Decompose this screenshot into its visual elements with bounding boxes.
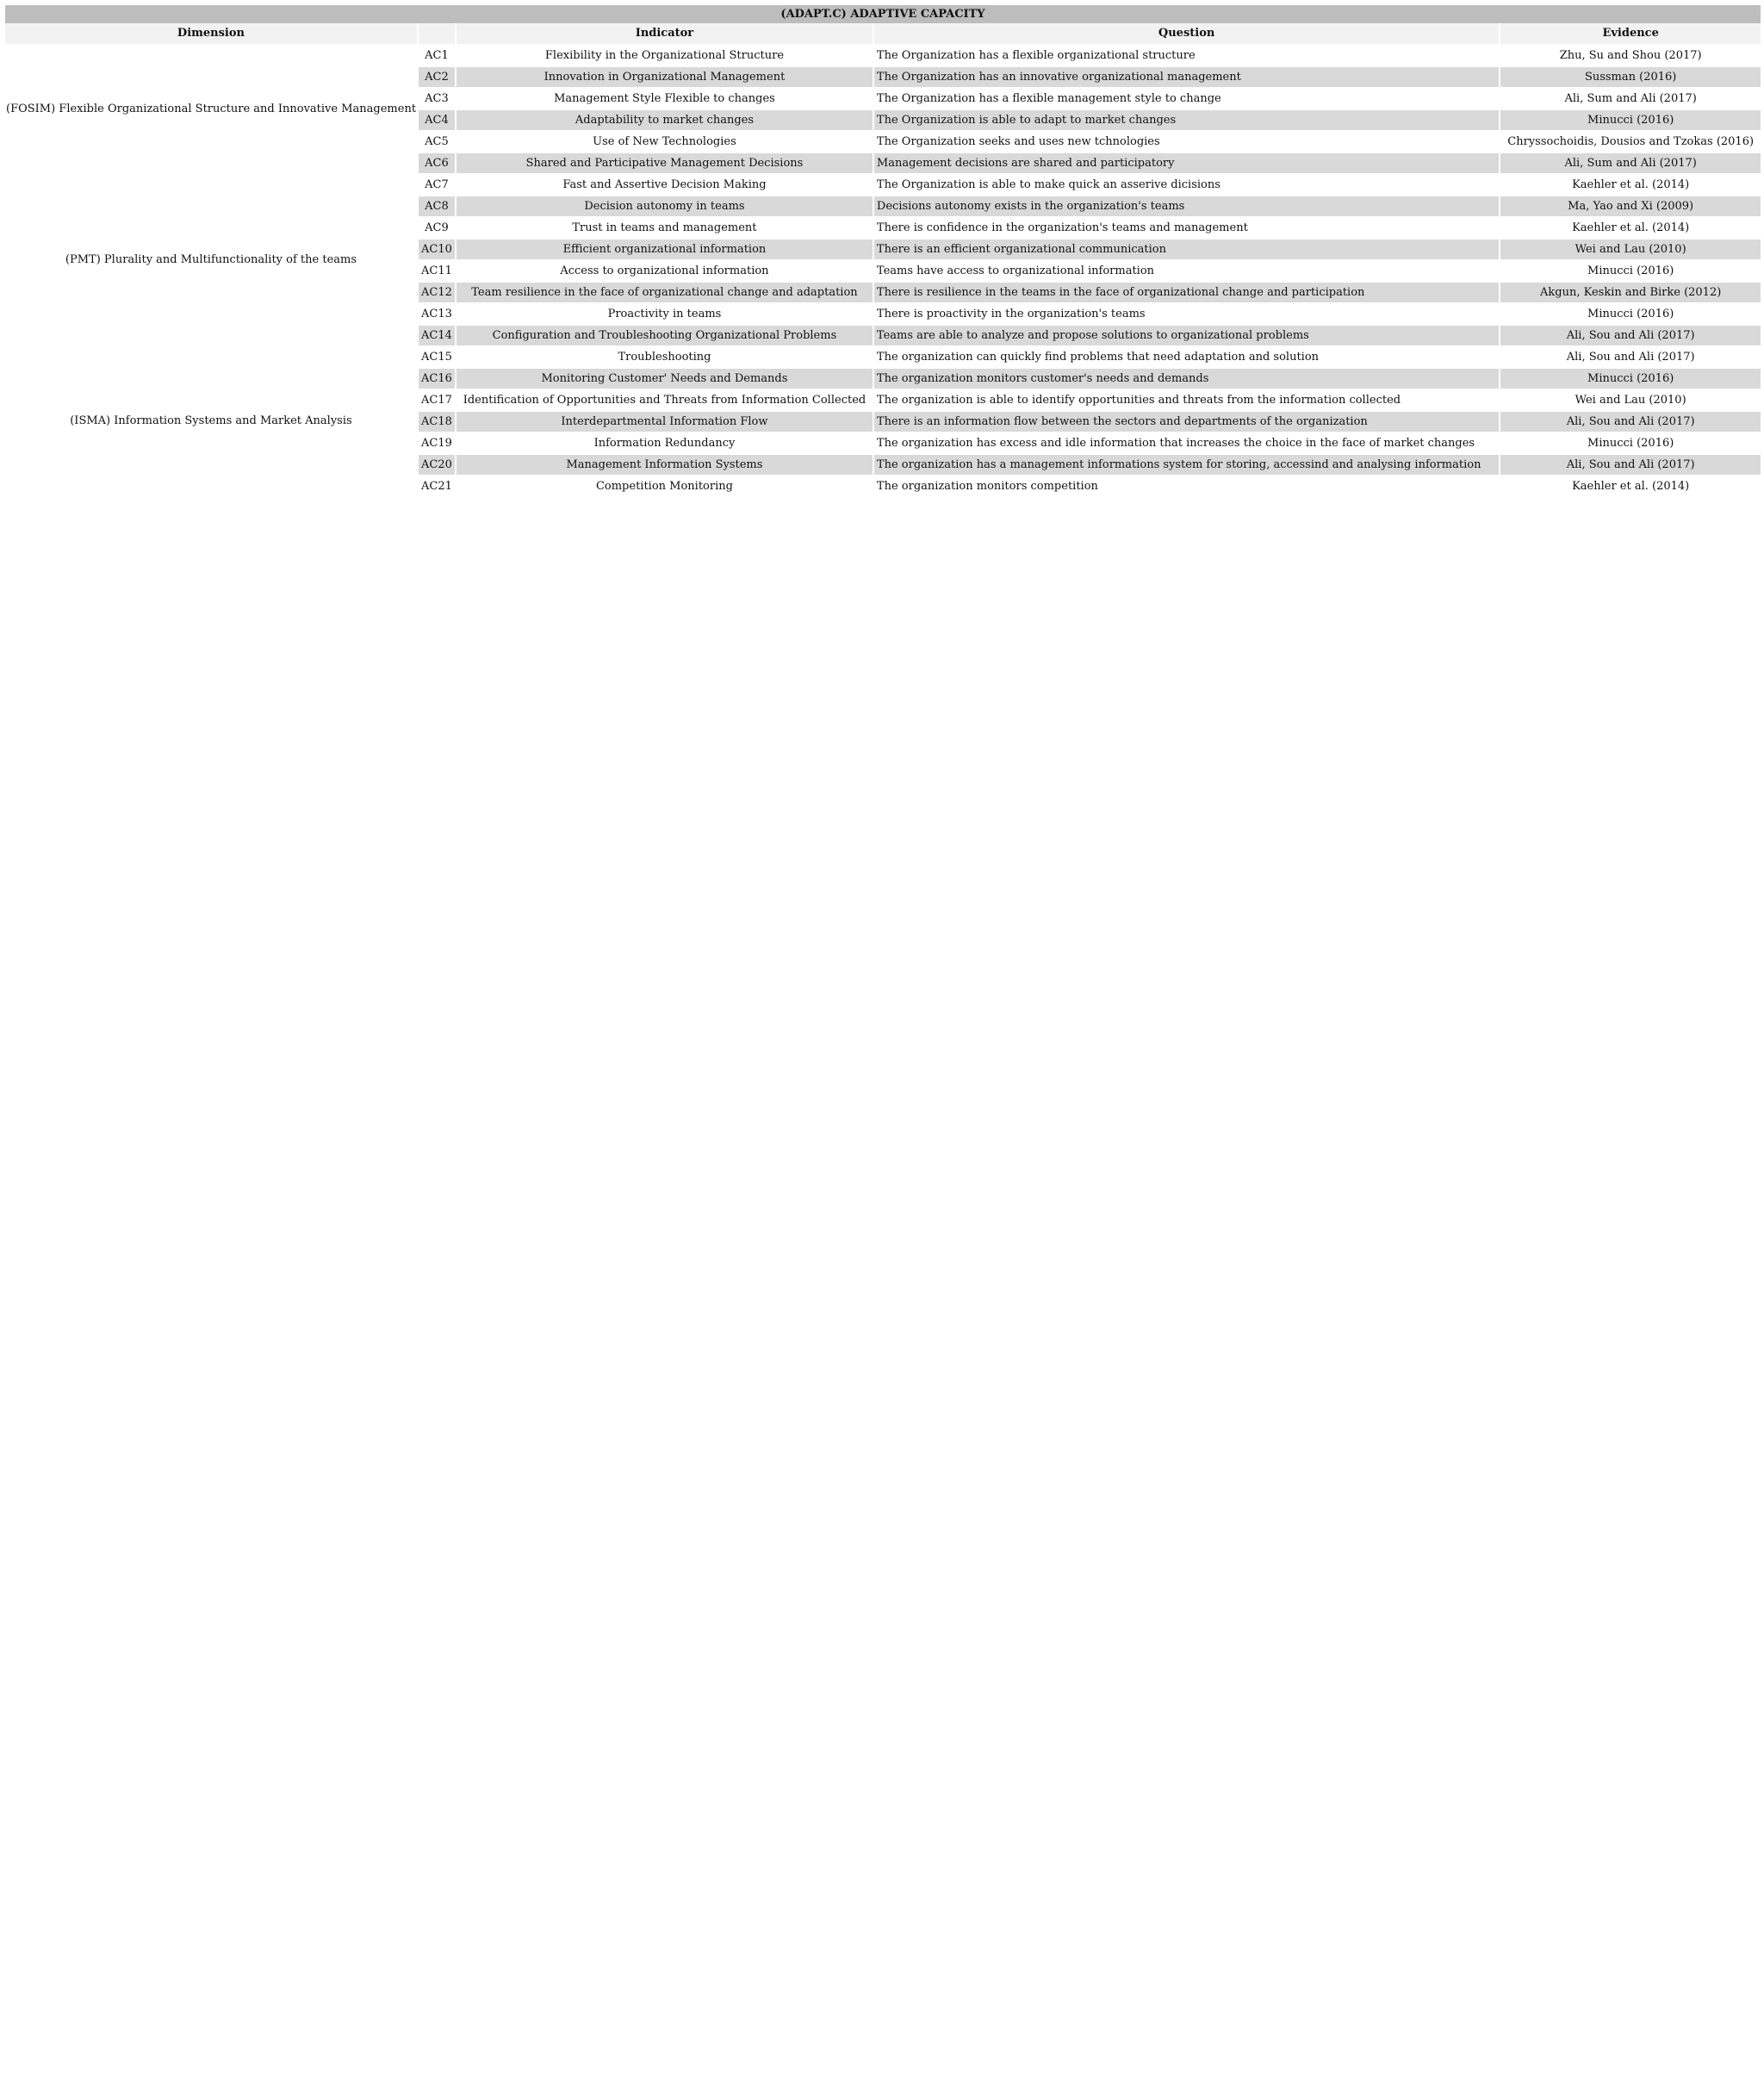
code-cell: AC11 <box>419 259 455 281</box>
indicator-cell: Competition Monitoring <box>457 475 873 496</box>
indicator-cell: Configuration and Troubleshooting Organizational Problems <box>457 324 873 345</box>
table-header-row <box>5 23 1761 44</box>
evidence-cell: Ali, Sum and Ali (2017) <box>1500 87 1761 109</box>
question-cell: The organization can quickly find problems that need adaptation and solution <box>874 345 1499 367</box>
code-cell: AC2 <box>419 65 455 87</box>
question-cell: There is resilience in the teams in the face of organizational change and participation <box>874 281 1499 302</box>
evidence-cell: Wei and Lau (2010) <box>1500 389 1761 410</box>
table-row <box>5 44 1761 65</box>
evidence-cell: Ali, Sou and Ali (2017) <box>1500 345 1761 367</box>
question-cell: The Organization has a flexible management style to change <box>874 87 1499 109</box>
code-cell: AC9 <box>419 216 455 238</box>
question-cell: There is confidence in the organization's teams and management <box>874 216 1499 238</box>
code-cell: AC10 <box>419 238 455 259</box>
question-cell: There is proactivity in the organization's teams <box>874 302 1499 324</box>
evidence-cell: Minucci (2016) <box>1500 367 1761 389</box>
evidence-cell: Ali, Sou and Ali (2017) <box>1500 324 1761 345</box>
table-title: (ADAPT.C) ADAPTIVE CAPACITY <box>5 5 1761 23</box>
code-cell: AC18 <box>419 410 455 432</box>
indicator-cell: Management Style Flexible to changes <box>457 87 873 109</box>
code-cell: AC1 <box>419 44 455 65</box>
code-cell: AC15 <box>419 345 455 367</box>
question-cell: The Organization has a flexible organizational structure <box>874 44 1499 65</box>
indicator-cell: Information Redundancy <box>457 432 873 453</box>
indicator-cell: Efficient organizational information <box>457 238 873 259</box>
question-cell: The Organization is able to make quick an asserive dicisions <box>874 173 1499 195</box>
evidence-cell: Akgun, Keskin and Birke (2012) <box>1500 281 1761 302</box>
code-cell: AC12 <box>419 281 455 302</box>
adaptive-capacity-table-container <box>3 5 1762 496</box>
code-cell: AC3 <box>419 87 455 109</box>
evidence-cell: Ali, Sou and Ali (2017) <box>1500 410 1761 432</box>
evidence-cell: Minucci (2016) <box>1500 302 1761 324</box>
adaptive-capacity-table <box>3 5 1762 496</box>
dimension-cell: (ISMA) Information Systems and Market Analysis <box>5 345 417 496</box>
indicator-cell: Proactivity in teams <box>457 302 873 324</box>
indicator-cell: Identification of Opportunities and Threats from Information Collected <box>457 389 873 410</box>
question-cell: The organization has a management informations system for storing, accessind and analysing information <box>874 453 1499 475</box>
indicator-cell: Flexibility in the Organizational Structure <box>457 44 873 65</box>
question-cell: The Organization is able to adapt to market changes <box>874 109 1499 130</box>
code-cell: AC8 <box>419 195 455 216</box>
evidence-cell: Sussman (2016) <box>1500 65 1761 87</box>
question-cell: The Organization seeks and uses new tchnologies <box>874 130 1499 152</box>
indicator-cell: Access to organizational information <box>457 259 873 281</box>
code-cell: AC20 <box>419 453 455 475</box>
indicator-cell: Use of New Technologies <box>457 130 873 152</box>
header-evidence: Evidence <box>1500 23 1761 44</box>
evidence-cell: Chryssochoidis, Dousios and Tzokas (2016) <box>1500 130 1761 152</box>
code-cell: AC14 <box>419 324 455 345</box>
header-code <box>419 23 455 44</box>
header-question: Question <box>874 23 1499 44</box>
evidence-cell: Kaehler et al. (2014) <box>1500 173 1761 195</box>
evidence-cell: Ma, Yao and Xi (2009) <box>1500 195 1761 216</box>
question-cell: Management decisions are shared and participatory <box>874 152 1499 173</box>
indicator-cell: Team resilience in the face of organizational change and adaptation <box>457 281 873 302</box>
code-cell: AC16 <box>419 367 455 389</box>
table-row <box>5 345 1761 367</box>
indicator-cell: Trust in teams and management <box>457 216 873 238</box>
code-cell: AC6 <box>419 152 455 173</box>
dimension-cell: (FOSIM) Flexible Organizational Structure and Innovative Management <box>5 44 417 173</box>
evidence-cell: Ali, Sum and Ali (2017) <box>1500 152 1761 173</box>
table-title-row <box>5 5 1761 23</box>
indicator-cell: Shared and Participative Management Decisions <box>457 152 873 173</box>
evidence-cell: Ali, Sou and Ali (2017) <box>1500 453 1761 475</box>
indicator-cell: Adaptability to market changes <box>457 109 873 130</box>
code-cell: AC4 <box>419 109 455 130</box>
header-dimension: Dimension <box>5 23 417 44</box>
evidence-cell: Minucci (2016) <box>1500 259 1761 281</box>
question-cell: The organization has excess and idle information that increases the choice in the face of market changes <box>874 432 1499 453</box>
question-cell: The Organization has an innovative organizational management <box>874 65 1499 87</box>
code-cell: AC7 <box>419 173 455 195</box>
question-cell: There is an efficient organizational communication <box>874 238 1499 259</box>
question-cell: Decisions autonomy exists in the organization's teams <box>874 195 1499 216</box>
evidence-cell: Minucci (2016) <box>1500 432 1761 453</box>
question-cell: Teams have access to organizational information <box>874 259 1499 281</box>
indicator-cell: Troubleshooting <box>457 345 873 367</box>
code-cell: AC19 <box>419 432 455 453</box>
indicator-cell: Monitoring Customer' Needs and Demands <box>457 367 873 389</box>
table-body <box>5 44 1761 496</box>
question-cell: There is an information flow between the sectors and departments of the organization <box>874 410 1499 432</box>
question-cell: The organization is able to identify opportunities and threats from the information collected <box>874 389 1499 410</box>
question-cell: The organization monitors customer's needs and demands <box>874 367 1499 389</box>
question-cell: Teams are able to analyze and propose solutions to organizational problems <box>874 324 1499 345</box>
indicator-cell: Fast and Assertive Decision Making <box>457 173 873 195</box>
code-cell: AC21 <box>419 475 455 496</box>
question-cell: The organization monitors competition <box>874 475 1499 496</box>
table-row <box>5 173 1761 195</box>
evidence-cell: Minucci (2016) <box>1500 109 1761 130</box>
dimension-cell: (PMT) Plurality and Multifunctionality of the teams <box>5 173 417 345</box>
indicator-cell: Decision autonomy in teams <box>457 195 873 216</box>
code-cell: AC17 <box>419 389 455 410</box>
indicator-cell: Innovation in Organizational Management <box>457 65 873 87</box>
code-cell: AC5 <box>419 130 455 152</box>
evidence-cell: Kaehler et al. (2014) <box>1500 475 1761 496</box>
evidence-cell: Kaehler et al. (2014) <box>1500 216 1761 238</box>
header-indicator: Indicator <box>457 23 873 44</box>
evidence-cell: Zhu, Su and Shou (2017) <box>1500 44 1761 65</box>
evidence-cell: Wei and Lau (2010) <box>1500 238 1761 259</box>
indicator-cell: Interdepartmental Information Flow <box>457 410 873 432</box>
indicator-cell: Management Information Systems <box>457 453 873 475</box>
code-cell: AC13 <box>419 302 455 324</box>
